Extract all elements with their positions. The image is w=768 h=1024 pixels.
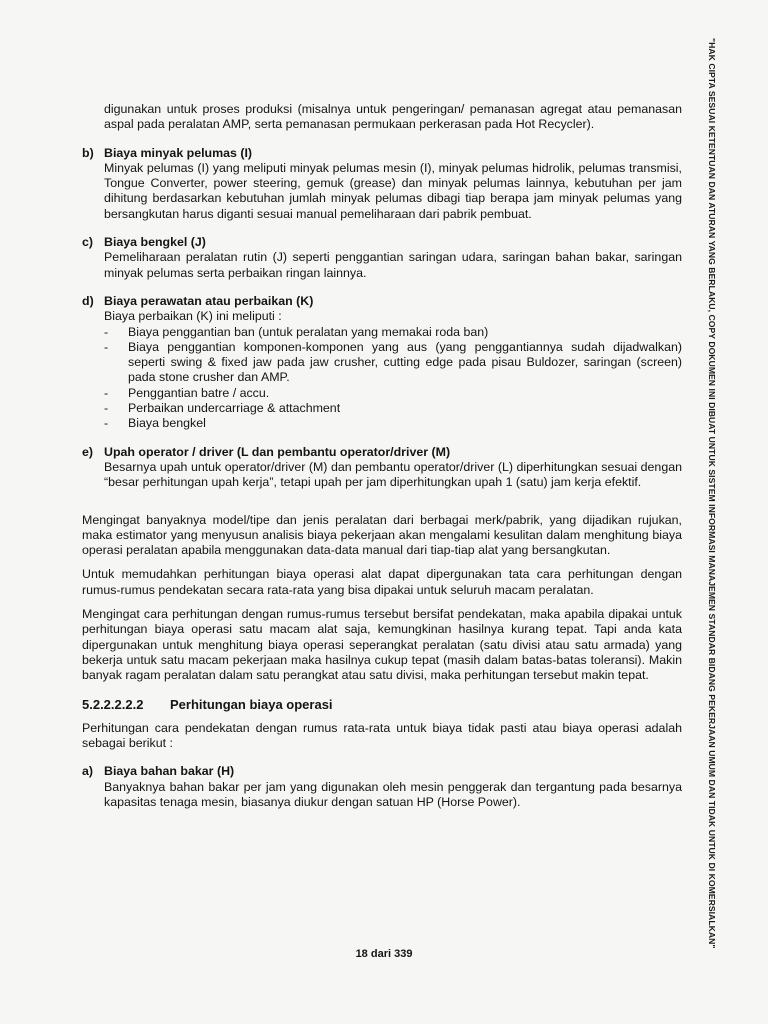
item-body: Besarnya upah untuk operator/driver (M) dan pembantu operator/driver (L) diperhitungkan sesuai dengan “besar perhitungan upah kerja”, tetapi upah per jam diperhitungkan upah 1 (satu) jam kerja efektif. [104,459,682,490]
item-e-operator-wage [82,445,682,491]
item-body: Pemeliharaan peralatan rutin (J) seperti penggantian saringan udara, saringan bahan bakar, saringan minyak pelumas serta perbaikan ringan lainnya. [104,250,682,280]
item-letter: a) [82,764,94,779]
page-number: 18 dari 339 [355,948,413,960]
body-paragraph: Untuk memudahkan perhitungan biaya operasi alat dapat dipergunakan tata cara perhitungan dengan rumus-rumus pendekatan secara rata-rata yang bisa dipakai untuk seluruh macam peralatan. [82,567,682,597]
dash-marker: - [104,385,109,400]
item-title: Biaya perawatan atau perbaikan (K) [104,293,314,308]
section-number: 5.2.2.2.2.2 [82,696,144,712]
item-letter: d) [82,293,94,308]
item-a-fuel-cost [82,764,682,810]
body-paragraph: Mengingat cara perhitungan dengan rumus-rumus tersebut bersifat pendekatan, maka apabila dipakai untuk perhitungan biaya operasi satu macam alat saja, kemungkinan hasilnya kurang tepat. Tapi anda kata dipergunakan untuk menghitung biaya operasi seperangkat peralatan (satu divisi atau satu armada) yang bekerja untuk satu macam pekerjaan maka hasilnya cukup tepat (masih dalam batas-batas toleransi). Makin banyak ragam peralatan dalam satu perangkat atau satu divisi, maka perhitungan tersebut makin tepat. [82,607,682,683]
item-b-lubricant-cost [82,146,682,222]
list-item-text: Perbaikan undercarriage & attachment [128,401,341,416]
list-item [104,416,682,431]
section-body: Perhitungan cara pendekatan dengan rumus rata-rata untuk biaya tidak pasti atau biaya operasi adalah sebagai berikut : [82,720,682,751]
item-title: Biaya bengkel (J) [104,235,206,250]
list-item-text: Penggantian batre / accu. [128,385,270,400]
item-c-workshop-cost [82,235,682,281]
list-item [104,386,682,401]
item-title: Biaya bahan bakar (H) [104,764,235,779]
dash-marker: - [104,416,109,431]
list-item-text: Biaya bengkel [128,416,206,431]
list-item-text: Biaya penggantian komponen-komponen yang aus (yang penggantiannya sudah dijadwalkan) seperti swing & fixed jaw pada jaw crusher, cutting edge pada pisau Buldozer, saringan (screen) pada stone crusher dan AMP. [128,339,682,385]
list-item [104,401,682,416]
section-title: Perhitungan biaya operasi [170,696,333,712]
copyright-notice-text: "HAK CIPTA SESUAI KETENTUAN DAN ATURAN YANG BERLAKU, COPY DOKUMEN INI DIBUAT UNTUK SISTEM INFORMASI MANAJEMEN STANDAR BIDANG PEKERJAAN UMUM DAN TIDAK UNTUK DI KOMERSIALKAN" [707,38,717,949]
list-item-text: Biaya penggantian ban (untuk peralatan yang memakai roda ban) [128,324,489,339]
repair-list [104,325,682,432]
intro-paragraph: digunakan untuk proses produksi (misalnya untuk pengeringan/ pemanasan agregat atau pemanasan aspal pada peralatan AMP, serta pemanasan permukaan perkerasan pada Hot Recycler). [104,102,682,132]
item-lead: Biaya perbaikan (K) ini meliputi : [104,309,282,324]
section-heading [82,697,682,712]
item-title: Upah operator / driver (L dan pembantu operator/driver (M) [104,444,451,459]
item-d-repair-cost [82,294,682,432]
dash-marker: - [104,324,109,339]
item-title: Biaya minyak pelumas (I) [104,145,253,160]
page-content [82,102,682,810]
list-item [104,340,682,386]
body-paragraph: Mengingat banyaknya model/tipe dan jenis peralatan dari berbagai merk/pabrik, yang dijadikan rujukan, maka estimator yang menyusun analisis biaya pekerjaan akan mengalami kesulitan dalam menghitung biaya operasi peralatan apabila menggunakan data-data manual dari tiap-tiap alat yang bersangkutan. [82,512,682,558]
item-body: Minyak pelumas (I) yang meliputi minyak pelumas mesin (I), minyak pelumas hidrolik, pelumas transmisi, Tongue Converter, power steering, gemuk (grease) dan minyak pelumas lainnya, kebutuhan per jam dihitung berdasarkan kebutuhan jumlah minyak pelumas dibagi tiap berapa jam minyak pelumas yang bersangkutan harus diganti sesuai manual pemeliharaan dari pabrik pembuat. [104,160,682,221]
dash-marker: - [104,339,109,354]
list-item [104,325,682,340]
copyright-notice [707,38,737,978]
item-letter: e) [82,444,94,459]
dash-marker: - [104,401,109,416]
item-body: Banyaknya bahan bakar per jam yang digunakan oleh mesin penggerak dan tergantung pada besarnya kapasitas tenaga mesin, biasanya diukur dengan satuan HP (Horse Power). [104,779,682,809]
item-letter: c) [82,235,94,250]
item-letter: b) [82,145,94,160]
